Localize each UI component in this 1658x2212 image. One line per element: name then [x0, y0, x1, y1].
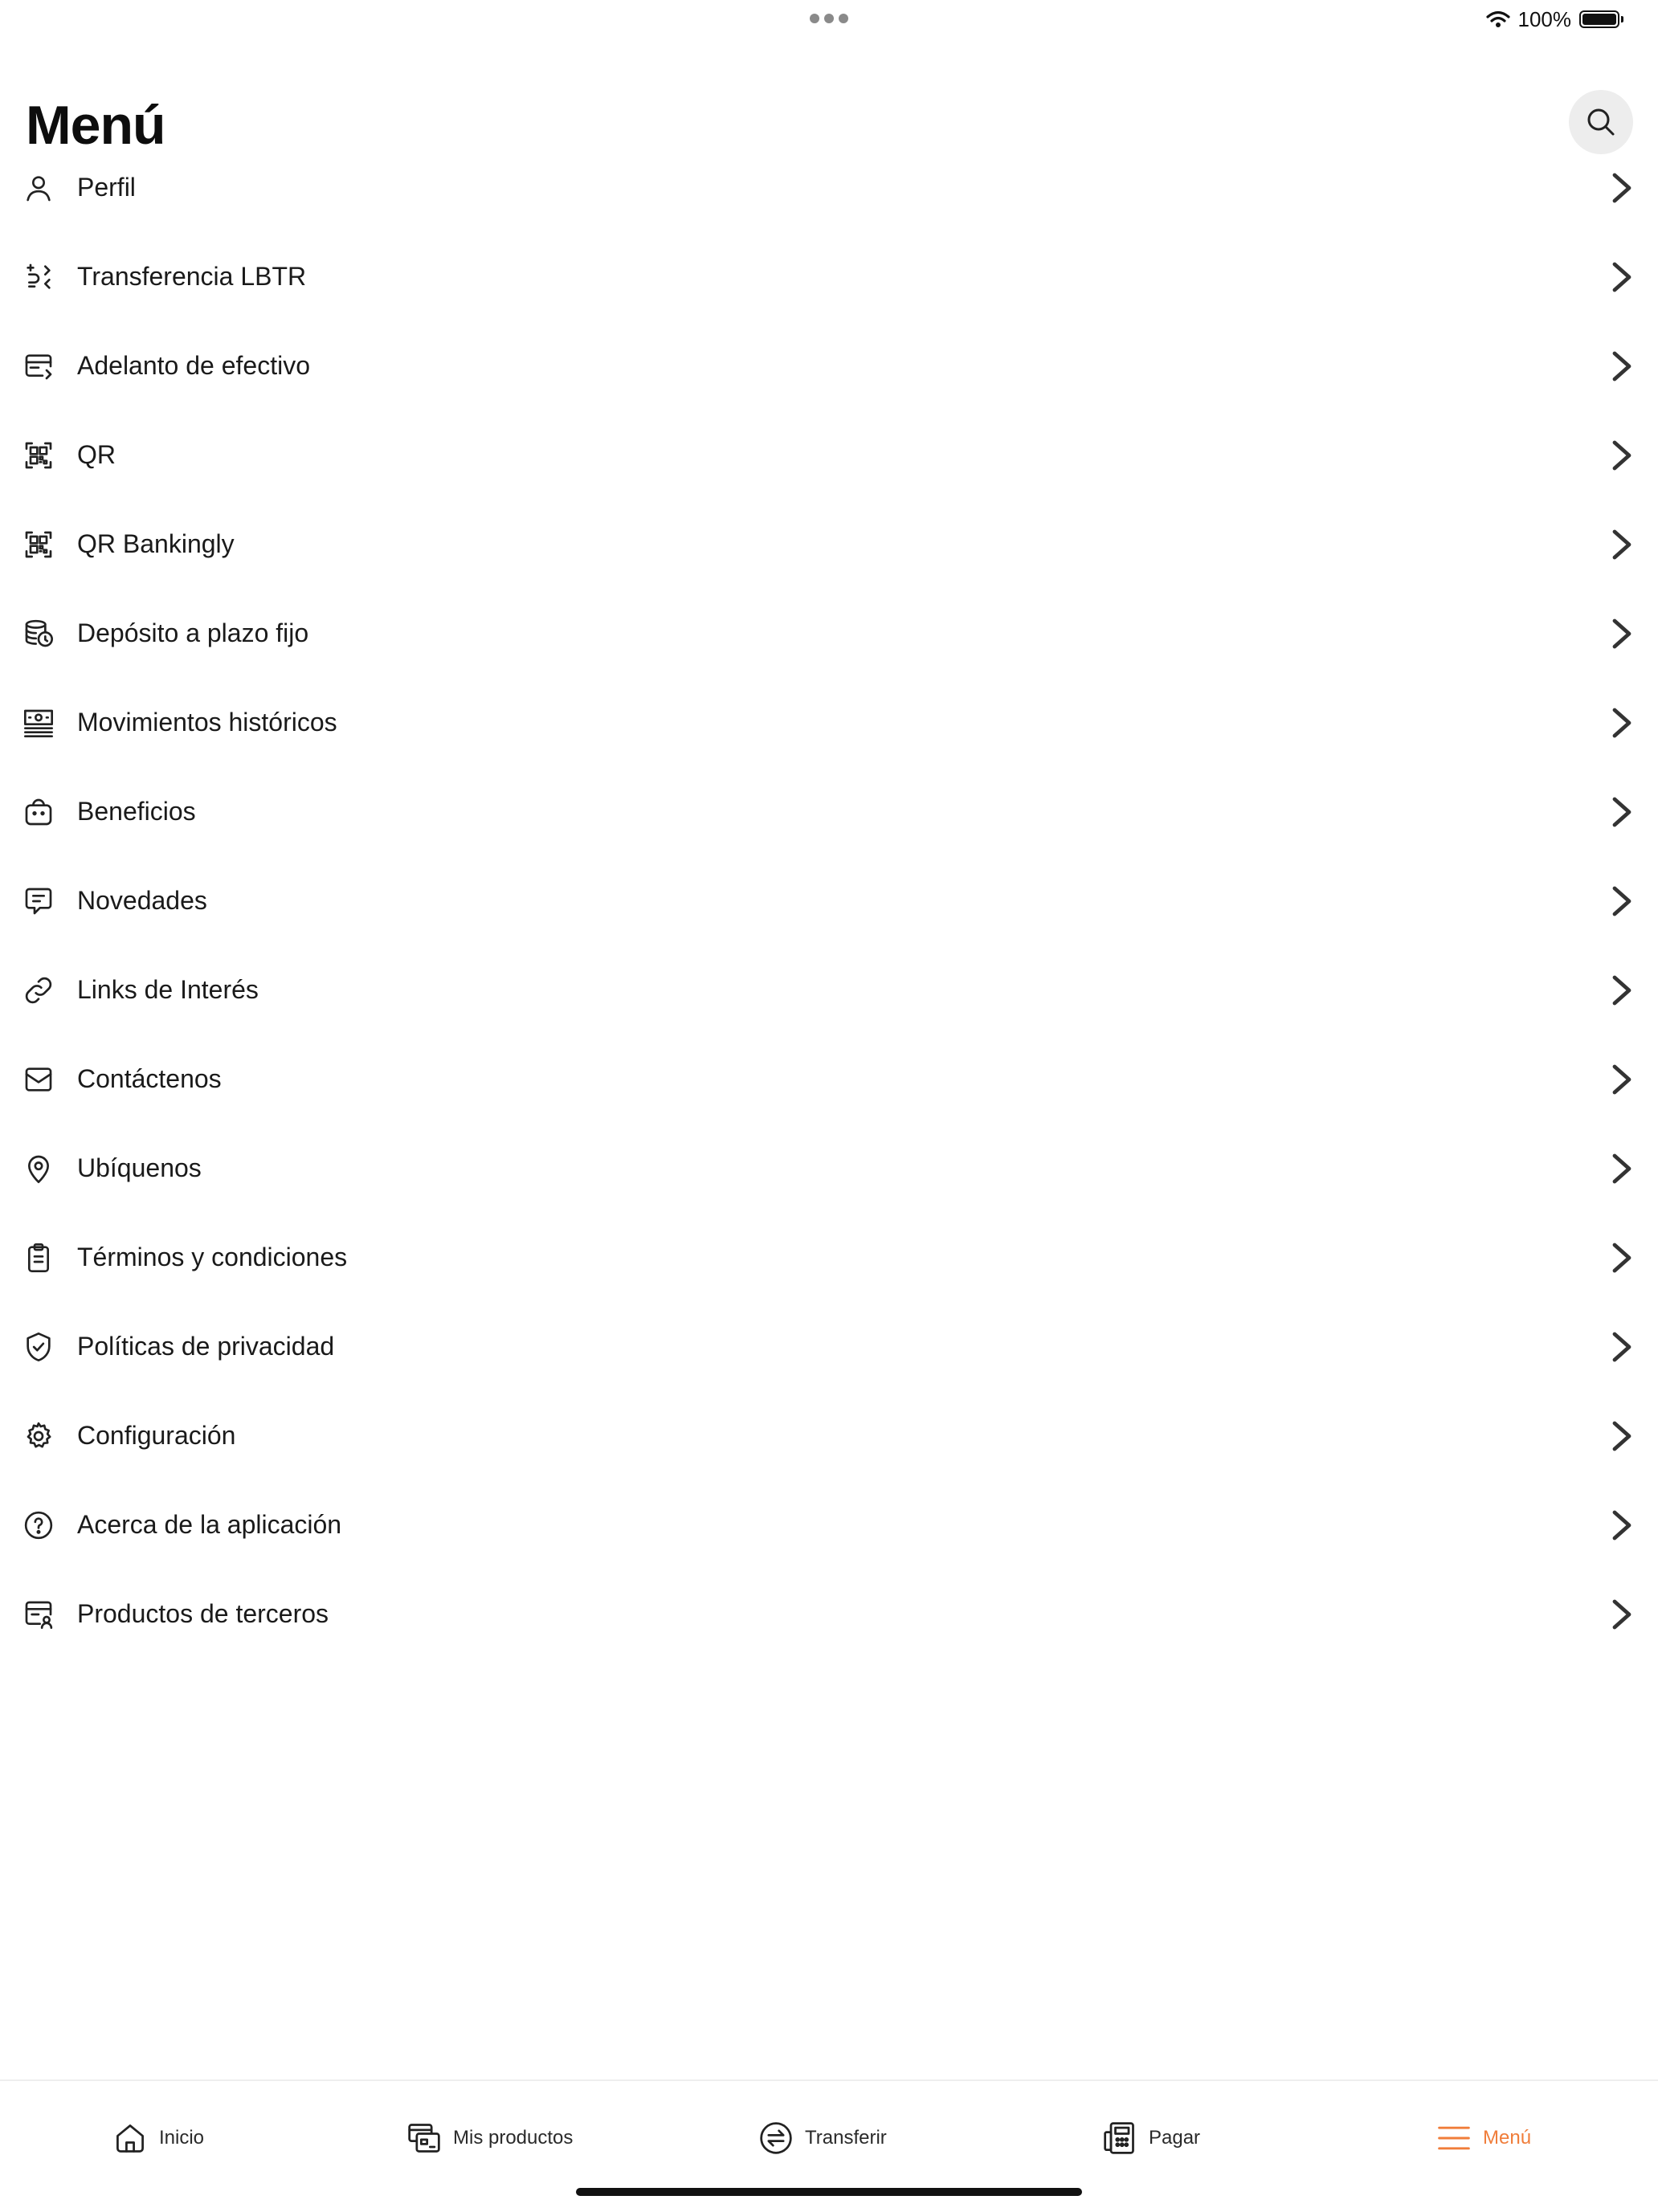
help-circle-icon — [22, 1509, 55, 1541]
menu-item-deposito-plazo-fijo[interactable] — [0, 589, 1658, 678]
menu-item-label: Novedades — [77, 886, 207, 915]
menu-item-perfil[interactable] — [0, 143, 1658, 232]
menu-item-label: Términos y condiciones — [77, 1243, 348, 1271]
chevron-right-icon — [1605, 1062, 1637, 1097]
banknote-history-icon — [22, 707, 55, 739]
chevron-right-icon — [1605, 1240, 1637, 1275]
chevron-right-icon — [1605, 1151, 1637, 1186]
tab-label: Mis productos — [453, 2127, 574, 2149]
multitask-dots[interactable] — [810, 14, 848, 25]
transfer-icon — [758, 2120, 794, 2156]
menu-item-terminos-y-condiciones[interactable] — [0, 1213, 1658, 1302]
menu-item-ubiquenos[interactable] — [0, 1124, 1658, 1213]
menu-item-productos-de-terceros[interactable] — [0, 1569, 1658, 1659]
chevron-right-icon — [1605, 1329, 1637, 1365]
shield-check-icon — [22, 1331, 55, 1363]
menu-item-label: QR — [77, 440, 116, 469]
qr-bankingly-icon — [22, 529, 55, 561]
menu-item-label: Movimientos históricos — [77, 708, 337, 737]
tab-mis-productos[interactable] — [406, 2118, 573, 2158]
battery-percentage: 100% — [1517, 6, 1571, 31]
menu-item-configuracion[interactable] — [0, 1391, 1658, 1480]
gift-bag-icon — [22, 796, 55, 828]
menu-item-contactenos[interactable] — [0, 1035, 1658, 1124]
menu-item-politicas-de-privacidad[interactable] — [0, 1302, 1658, 1391]
home-indicator[interactable] — [576, 2188, 1082, 2196]
menu-item-label: Configuración — [77, 1421, 236, 1450]
chevron-right-icon — [1605, 616, 1637, 651]
pay-terminal-icon — [1102, 2120, 1137, 2156]
menu-item-qr-bankingly[interactable] — [0, 500, 1658, 589]
hamburger-icon — [1436, 2120, 1472, 2156]
wifi-icon — [1486, 10, 1510, 29]
chevron-right-icon — [1605, 884, 1637, 919]
gear-icon — [22, 1420, 55, 1452]
tab-menu[interactable] — [1436, 2118, 1531, 2158]
qr-icon — [22, 439, 55, 471]
menu-item-label: Links de Interés — [77, 975, 259, 1004]
tab-transferir[interactable] — [758, 2118, 887, 2158]
menu-item-label: Adelanto de efectivo — [77, 351, 310, 380]
chevron-right-icon — [1605, 1508, 1637, 1543]
menu-item-links-de-interes[interactable] — [0, 945, 1658, 1035]
mail-icon — [22, 1063, 55, 1096]
chevron-right-icon — [1605, 349, 1637, 384]
page-title: Menú — [26, 95, 165, 156]
menu-item-label: Depósito a plazo fijo — [77, 618, 309, 647]
menu-item-transferencia-lbtr[interactable] — [0, 232, 1658, 321]
tab-label: Menú — [1483, 2127, 1532, 2149]
menu-item-label: Acerca de la aplicación — [77, 1510, 342, 1539]
status-right — [1486, 6, 1620, 32]
menu-item-beneficios[interactable] — [0, 767, 1658, 856]
chevron-right-icon — [1605, 438, 1637, 473]
user-icon — [22, 172, 55, 204]
home-icon — [112, 2120, 148, 2156]
location-pin-icon — [22, 1153, 55, 1185]
menu-list — [0, 143, 1658, 1659]
status-bar — [0, 0, 1658, 40]
clipboard-icon — [22, 1242, 55, 1274]
menu-item-qr[interactable] — [0, 410, 1658, 500]
menu-item-label: Contáctenos — [77, 1064, 222, 1093]
chevron-right-icon — [1605, 973, 1637, 1008]
message-icon — [22, 885, 55, 917]
menu-item-label: Políticas de privacidad — [77, 1332, 335, 1361]
coins-clock-icon — [22, 618, 55, 650]
transfer-lbtr-icon — [22, 261, 55, 293]
chevron-right-icon — [1605, 259, 1637, 295]
cash-advance-icon — [22, 350, 55, 382]
menu-item-label: Beneficios — [77, 797, 196, 826]
chevron-right-icon — [1605, 527, 1637, 562]
menu-item-label: QR Bankingly — [77, 529, 235, 558]
tab-label: Transferir — [805, 2127, 887, 2149]
battery-icon — [1579, 10, 1619, 28]
chevron-right-icon — [1605, 794, 1637, 830]
link-icon — [22, 974, 55, 1006]
menu-item-adelanto-de-efectivo[interactable] — [0, 321, 1658, 410]
tab-inicio[interactable] — [112, 2118, 204, 2158]
menu-item-label: Ubíquenos — [77, 1153, 202, 1182]
menu-item-acerca-de-la-aplicacion[interactable] — [0, 1480, 1658, 1569]
tab-pagar[interactable] — [1102, 2118, 1200, 2158]
chevron-right-icon — [1605, 170, 1637, 206]
chevron-right-icon — [1605, 1418, 1637, 1454]
tab-label: Pagar — [1149, 2127, 1201, 2149]
cards-icon — [406, 2120, 442, 2156]
third-party-products-icon — [22, 1598, 55, 1630]
menu-item-movimientos-historicos[interactable] — [0, 678, 1658, 767]
chevron-right-icon — [1605, 1597, 1637, 1632]
tab-label: Inicio — [159, 2127, 205, 2149]
menu-item-label: Perfil — [77, 173, 136, 202]
search-icon — [1585, 106, 1617, 138]
menu-item-label: Productos de terceros — [77, 1599, 329, 1628]
chevron-right-icon — [1605, 705, 1637, 741]
menu-item-label: Transferencia LBTR — [77, 262, 307, 291]
menu-item-novedades[interactable] — [0, 856, 1658, 945]
